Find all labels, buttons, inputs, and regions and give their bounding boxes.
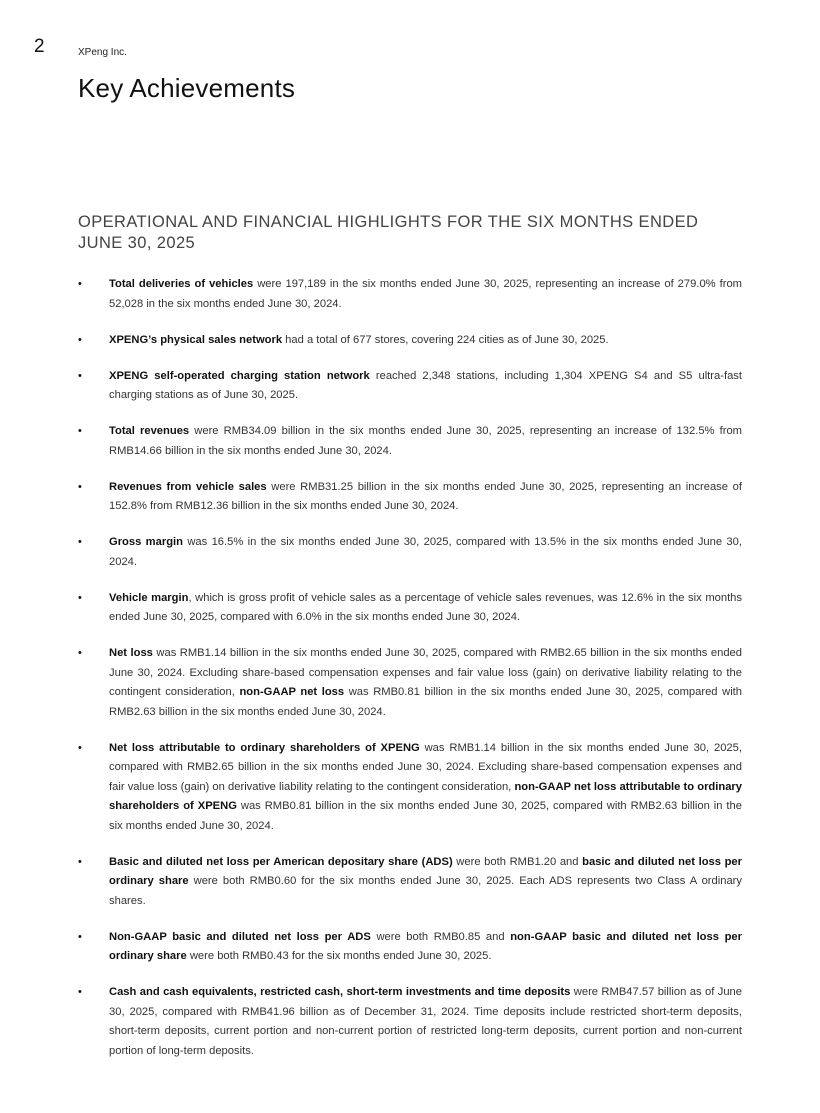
highlight-body: were RMB47.57 billion as of June 30, 2025, compared with RMB41.96 billion as of December 31, 2024. Time deposits include restricted short-term deposits, short-term deposits, current portion and non-current portion of restricted long-term deposits, current portion and non-current portion of long-term deposits. — [109, 986, 742, 1057]
highlight-text — [109, 278, 742, 310]
highlight-item — [78, 367, 742, 406]
bullet-icon: • — [78, 591, 82, 604]
highlight-item — [78, 422, 742, 461]
highlight-body: was RMB1.14 billion in the six months ended June 30, 2025, compared with RMB2.65 billion in the six months ended June 30, 2024. Excluding share-based compensation expenses and fair value loss (gain) on derivative liability relating to the contingent consideration, — [109, 741, 742, 793]
highlight-body: was 16.5% in the six months ended June 30, 2025, compared with 13.5% in the six months ended June 30, 2024. — [109, 536, 742, 568]
bullet-icon: • — [78, 480, 82, 493]
highlight-item — [78, 589, 742, 628]
bullet-icon: • — [78, 278, 82, 290]
page-title: Key Achievements — [78, 73, 296, 103]
highlight-body: were both RMB0.85 and — [370, 930, 511, 943]
bullet-icon: • — [78, 741, 82, 754]
highlight-body: was RMB1.14 billion in the six months ended June 30, 2025, compared with RMB2.65 billion in the six months ended June 30, 2024. Excluding share-based compensation expenses and fair value loss (gain) on derivative liability relating to the contingent consideration, — [109, 647, 742, 698]
highlight-body: were both RMB0.60 for the six months ended June 30, 2025. Each ADS represents two Class A ordinary shares. — [109, 875, 742, 907]
highlight-text — [109, 481, 742, 513]
highlight-text — [109, 856, 742, 907]
company-name: XPeng Inc. — [78, 47, 127, 58]
highlight-emphasis: Cash and cash equivalents, restricted cash, short-term investments and time deposits — [109, 986, 571, 998]
bullet-icon: • — [78, 369, 82, 382]
highlight-emphasis: non-GAAP net loss attributable to ordinary shareholders of XPENG — [109, 780, 742, 812]
highlight-item — [78, 533, 742, 572]
highlight-emphasis: non-GAAP basic and diluted net loss per ordinary share — [109, 930, 742, 962]
highlight-item — [78, 739, 742, 837]
highlight-text — [109, 931, 742, 963]
highlight-text — [109, 425, 742, 457]
highlight-emphasis: Non-GAAP basic and diluted net loss per ADS — [109, 930, 371, 943]
bullet-icon: • — [78, 536, 82, 548]
highlight-emphasis: Net loss — [109, 647, 153, 659]
highlight-text — [109, 334, 609, 346]
highlight-item — [78, 331, 742, 351]
highlight-emphasis: non-GAAP net loss — [239, 686, 345, 698]
highlight-item — [78, 928, 742, 967]
highlight-emphasis: Net loss attributable to ordinary shareholders of XPENG — [109, 741, 420, 754]
highlight-emphasis: Gross margin — [109, 536, 183, 548]
bullet-icon: • — [78, 425, 82, 437]
highlight-text — [109, 647, 742, 718]
highlight-item — [78, 275, 742, 314]
highlight-body: were RMB31.25 billion in the six months ended June 30, 2025, representing an increase of 152.8% from RMB12.36 billion in the six months ended June 30, 2024. — [109, 480, 742, 512]
bullet-icon: • — [78, 930, 82, 943]
bullet-icon: • — [78, 986, 82, 998]
highlight-emphasis: XPENG’s physical sales network — [109, 333, 283, 346]
highlight-text — [109, 592, 742, 624]
highlight-text — [109, 370, 742, 402]
highlight-item — [78, 644, 742, 722]
highlight-item — [78, 983, 742, 1061]
highlight-body: was RMB0.81 billion in the six months ended June 30, 2025, compared with RMB2.63 billion in the six months ended June 30, 2024. — [109, 800, 742, 832]
highlight-body: was RMB0.81 billion in the six months ended June 30, 2025, compared with RMB2.63 billion in the six months ended June 30, 2024. — [109, 686, 743, 718]
highlight-emphasis: XPENG self-operated charging station network — [109, 369, 370, 382]
highlight-body: were both RMB1.20 and — [452, 855, 583, 868]
highlight-emphasis: Total revenues — [109, 425, 190, 437]
highlight-body: , which is gross profit of vehicle sales as a percentage of vehicle sales revenues, was 12.6% in the six months ended June 30, 2025, compared with 6.0% in the six months ended June 30, 2024. — [109, 591, 742, 623]
highlight-body: were both RMB0.43 for the six months ended June 30, 2025. — [186, 950, 492, 962]
highlight-emphasis: Revenues from vehicle sales — [109, 480, 267, 493]
highlight-emphasis: basic and diluted net loss per ordinary share — [109, 855, 742, 887]
highlight-emphasis: Basic and diluted net loss per American depositary share (ADS) — [109, 855, 453, 868]
bullet-icon: • — [78, 855, 82, 868]
bullet-icon: • — [78, 647, 82, 659]
section-heading: OPERATIONAL AND FINANCIAL HIGHLIGHTS FOR THE SIX MONTHS ENDED JUNE 30, 2025 — [78, 213, 699, 252]
highlight-text — [109, 742, 742, 832]
bullet-icon: • — [78, 333, 82, 346]
page-number: 2 — [34, 36, 45, 57]
highlight-body: were RMB34.09 billion in the six months ended June 30, 2025, representing an increase of 132.5% from RMB14.66 billion in the six months ended June 30, 2024. — [109, 425, 742, 457]
highlights-list — [78, 275, 742, 1078]
highlight-item — [78, 478, 742, 517]
highlight-text — [109, 986, 742, 1057]
highlight-body: reached 2,348 stations, including 1,304 XPENG S4 and S5 ultra-fast charging stations as of June 30, 2025. — [109, 369, 742, 401]
highlight-body: were 197,189 in the six months ended June 30, 2025, representing an increase of 279.0% from 52,028 in the six months ended June 30, 2024. — [109, 278, 743, 310]
highlight-body: had a total of 677 stores, covering 224 cities as of June 30, 2025. — [282, 333, 609, 346]
highlight-emphasis: Total deliveries of vehicles — [109, 278, 254, 290]
highlight-text — [109, 536, 742, 568]
highlight-item — [78, 853, 742, 912]
highlight-emphasis: Vehicle margin — [109, 591, 189, 604]
